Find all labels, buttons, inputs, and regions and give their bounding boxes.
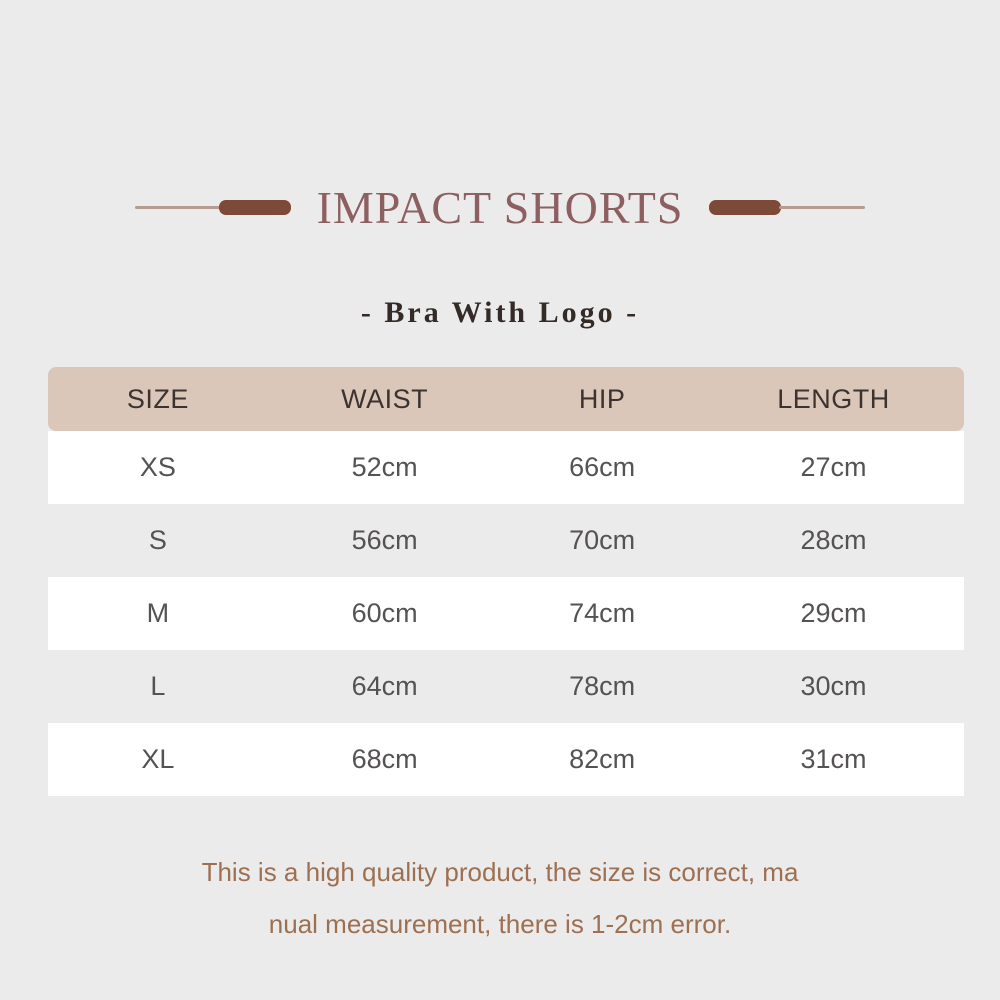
title-rule-right (709, 200, 865, 214)
title-row (0, 176, 1000, 238)
cell-length: 29cm (703, 577, 964, 650)
column-header-size: SIZE (48, 367, 268, 431)
cell-length: 31cm (703, 723, 964, 796)
cell-length: 30cm (800, 671, 867, 701)
rule-thick-left-decoration (219, 200, 291, 215)
page-title: IMPACT SHORTS (316, 181, 684, 233)
size-table-header (48, 367, 964, 431)
cell-size: M (48, 577, 268, 650)
table-row (48, 650, 964, 723)
size-table (48, 367, 964, 796)
rule-thick-right-decoration (709, 200, 781, 215)
footnote (90, 846, 910, 950)
cell-length: 27cm (703, 431, 964, 504)
cell-waist: 56cm (351, 525, 418, 555)
cell-hip: 70cm (569, 525, 636, 555)
cell-size: XL (48, 723, 268, 796)
page-subtitle: - Bra With Logo - (360, 296, 640, 329)
cell-hip: 78cm (569, 671, 636, 701)
cell-waist: 60cm (268, 577, 502, 650)
size-table-body (48, 431, 964, 796)
column-header-length: LENGTH (703, 367, 964, 431)
cell-hip: 82cm (501, 723, 703, 796)
cell-waist: 64cm (351, 671, 418, 701)
cell-size: S (148, 525, 167, 555)
table-header-row (48, 367, 964, 431)
cell-size: XS (48, 431, 268, 504)
table-row (48, 577, 964, 650)
rule-thin-left-decoration (135, 206, 221, 209)
table-row (48, 723, 964, 796)
cell-hip: 66cm (501, 431, 703, 504)
cell-waist: 52cm (268, 431, 502, 504)
footnote-line-1: This is a high quality product, the size is correct, ma (201, 857, 799, 887)
title-rule-left (135, 200, 291, 214)
column-header-hip: HIP (501, 367, 703, 431)
cell-hip: 74cm (501, 577, 703, 650)
rule-thin-right-decoration (779, 206, 865, 209)
cell-length: 28cm (800, 525, 867, 555)
cell-size: L (150, 671, 166, 701)
cell-waist: 68cm (268, 723, 502, 796)
column-header-waist: WAIST (268, 367, 502, 431)
table-row (48, 431, 964, 504)
table-row (48, 504, 964, 577)
footnote-line-2: nual measurement, there is 1-2cm error. (268, 909, 732, 939)
